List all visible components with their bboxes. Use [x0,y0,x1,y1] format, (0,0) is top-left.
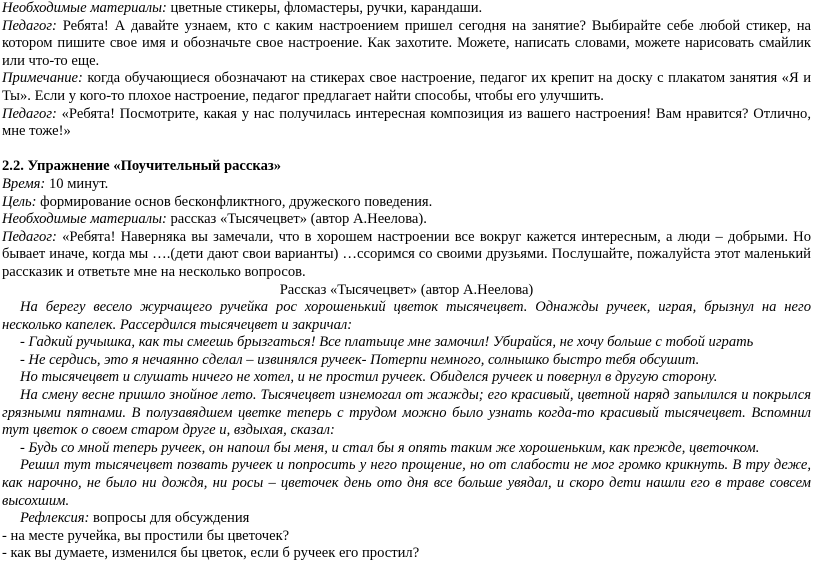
teacher-text: Ребята! А давайте узнаем, кто с каким настроением пришел сегодня на занятие? Выбирайте себе любой стикер, на котором пишите свое имя и обозначьте свое настроение. Как захотите. Можете, написать словами, можете нарисовать смайлик или что-то еще. [2,17,811,69]
materials-label: Необходимые материалы: [2,0,167,16]
story-title: Рассказ «Тысячецвет» (автор А.Неелова) [279,281,534,298]
story-paragraph: - Гадкий ручышка, как ты смеешь брызгаться! Все платьице мне замочил! Убирайся, не хочу больше с тобой играть [20,334,754,351]
teacher2-paragraph [2,106,811,141]
goal-label: Цель: [2,193,37,210]
teacher3-text: «Ребята! Наверняка вы замечали, что в хорошем настроении все вокруг кажется интересным, а люди – добрыми. Но бывает иначе, когда мы ….(дети дают свои варианты) …ссоримся со своими друзьями. Послушайте, пожалуйста этот маленький рассказик и ответьте мне на несколько вопросов. [2,228,811,280]
time-text: 10 минут. [45,175,109,192]
story-paragraph: Решил тут тысячецвет позвать ручеек и попросить у него прощение, но от слабости не мог громко крикнуть. В тру деже, как нарочно, не было ни дождя, ни росы – цветочек день ото дня все больше увядал, и скоро дети нашли его в траве совсем высохшим. [2,457,811,509]
note-paragraph [2,70,811,105]
reflection-text: вопросы для обсуждения [89,510,250,527]
teacher3-paragraph [2,229,811,282]
question-item: - на месте ручейка, вы простили бы цветочек? [2,527,290,544]
teacher-paragraph [2,18,811,71]
teacher2-text: «Ребята! Посмотрите, какая у нас получилась интересная композиция из вашего настроения! Вам нравится? Отлично, мне тоже!» [2,105,811,140]
reflection-line [2,510,811,528]
teacher2-label: Педагог: [2,105,57,122]
story-paragraph: На берегу весело журчащего ручейка рос хорошенький цветок тысячецвет. Однажды ручеек, играя, брызнул на него несколько капелек. Рассердился тысячецвет и закричал: [2,299,811,333]
question-item: - как вы думаете, изменился бы цветок, если б ручеек его простил? [2,545,420,562]
time-label: Время: [2,175,46,192]
teacher-label: Педагог: [2,17,57,34]
section-heading: 2.2. Упражнение «Поучительный рассказ» [2,158,282,175]
materials2-line [2,211,811,229]
materials2-label: Необходимые материалы: [2,211,167,228]
time-line [2,176,811,194]
goal-text: формирование основ бесконфликтного, дружеского поведения. [36,193,433,210]
story-paragraph: - Не сердись, это я нечаянно сделал – извинялся ручеек- Потерпи немного, солнышко быстро тебя обсушит. [20,351,700,368]
goal-line [2,194,811,212]
materials2-text: рассказ «Тысячецвет» (автор А.Неелова). [166,211,427,228]
reflection-label: Рефлексия: [20,510,90,527]
story-paragraph: На смену весне пришло знойное лето. Тысячецвет изнемогал от жажды; его красивый, цветной наряд запылился и покрылся грязными пятнами. В полузавядшем цветке теперь с трудом можно было узнать когда-то красивый тысячецвет. Вспомнил тут цветок о своем старом друге и, вздыхая, сказал: [2,387,811,439]
materials-line [2,0,811,18]
materials-text: цветные стикеры, фломастеры, ручки, карандаши. [166,0,483,16]
story-paragraph: Но тысячецвет и слушать ничего не хотел, и не простил ручеек. Обиделся ручеек и повернул в другую сторону. [20,369,718,386]
note-label: Примечание: [2,70,83,87]
teacher3-label: Педагог: [2,228,57,245]
story-paragraph: - Будь со мной теперь ручеек, он напоил бы меня, и стал бы я опять таким же хорошеньким, как прежде, цветочком. [20,439,760,456]
blank-line [2,141,811,159]
note-text: когда обучающиеся обозначают на стикерах свое настроение, педагог их крепит на доску с плакатом занятия «Я и Ты». Если у кого-то плохое настроение, педагог предлагает найти способы, чтобы его улучшить. [2,70,811,104]
